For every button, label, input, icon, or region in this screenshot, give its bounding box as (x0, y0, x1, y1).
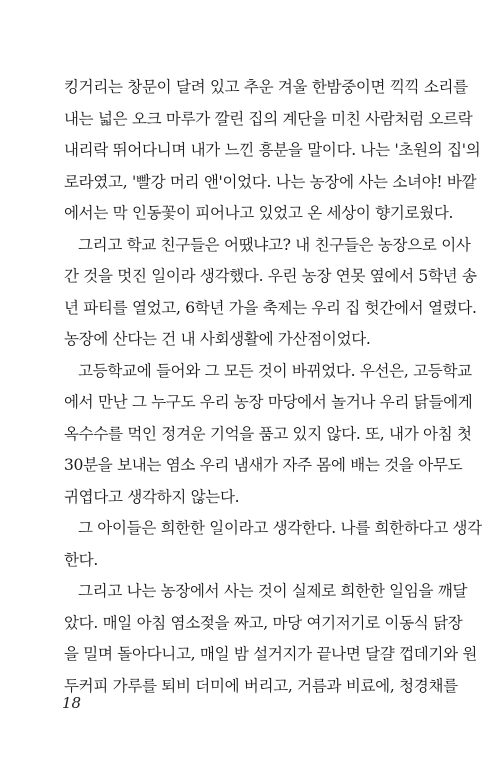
body-text (64, 72, 482, 702)
text-line: 귀엽다고 생각하지 않는다. (64, 487, 240, 506)
paragraph-3 (64, 356, 473, 514)
text-line: 그리고 학교 친구들은 어땠냐고? 내 친구들은 농장으로 이사 (78, 235, 471, 254)
text-line: 에서는 막 인동꽃이 피어나고 있었고 온 세상이 향기로웠다. (64, 204, 454, 222)
text-line: 을 밀며 돌아다니고, 매일 밤 설거지가 끝나면 달걀 껍데기와 원 (64, 645, 478, 663)
text-line: 두커피 가루를 퇴비 더미에 버리고, 거름과 비료에, 청경채를 (64, 676, 458, 695)
text-line: 킹거리는 창문이 달려 있고 추운 겨울 한밤중이면 끽끽 소리를 (64, 78, 468, 96)
text-line: 그 아이들은 희한한 일이라고 생각한다. 나를 희한하다고 생각 (78, 519, 482, 537)
text-line: 그리고 나는 농장에서 사는 것이 실제로 희한한 일임을 깨달 (78, 582, 468, 600)
paragraph-4 (64, 513, 482, 576)
text-line: 고등학교에 들어와 그 모든 것이 바뀌었다. 우선은, 고등학교 (78, 361, 472, 380)
text-line: 내리락 뛰어다니며 내가 느낀 흥분을 말이다. 나는 '초원의 집'의 (64, 141, 481, 159)
text-line: 았다. 매일 아침 염소젖을 짜고, 마당 여기저기로 이동식 닭장 (64, 613, 463, 632)
text-line: 에서 만난 그 누구도 우리 농장 마당에서 놀거나 우리 닭들에게 (64, 393, 473, 411)
paragraph-2 (64, 230, 477, 356)
text-line: 30분을 보내는 염소 우리 냄새가 자주 몸에 배는 것을 아무도 (64, 456, 463, 474)
text-line: 한다. (64, 550, 98, 569)
text-line: 농장에 산다는 건 내 사회생활에 가산점이었다. (64, 330, 371, 348)
paragraph-1 (64, 72, 481, 230)
page-number: 18 (62, 694, 82, 712)
text-line: 로라였고, '빨강 머리 앤'이었다. 나는 농장에 사는 소녀야! 바깥 (64, 172, 477, 191)
paragraph-5 (64, 576, 478, 702)
text-line: 옥수수를 먹인 정겨운 기억을 품고 있지 않다. 또, 내가 아침 첫 (64, 424, 472, 443)
text-line: 간 것을 멋진 일이라 생각했다. 우린 농장 연못 옆에서 5학년 송 (64, 267, 477, 285)
text-line: 년 파티를 열었고, 6학년 가을 축제는 우리 집 헛간에서 열렸다. (64, 298, 477, 317)
text-line: 내는 넓은 오크 마루가 깔린 집의 계단을 미친 사람처럼 오르락 (64, 109, 473, 128)
